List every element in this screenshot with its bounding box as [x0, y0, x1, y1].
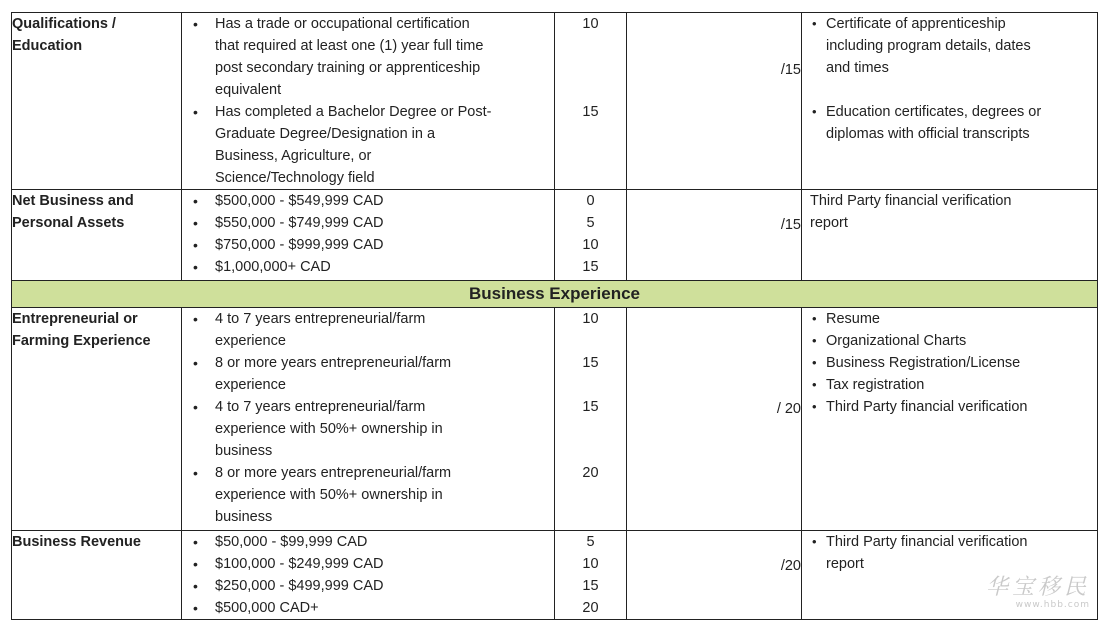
category-label: Personal Assets	[12, 215, 125, 231]
criteria-item: • Has completed a Bachelor Degree or Post- Graduate Degree/Designation in a Business, Agriculture, or Science/Technology field	[182, 101, 554, 189]
criteria-item: • 8 or more years entrepreneurial/farm experience	[182, 352, 554, 396]
max-points-cell	[627, 531, 802, 620]
points-value: 20	[582, 465, 599, 481]
criteria-item: • $500,000 - $549,999 CAD	[182, 190, 554, 212]
category-cell	[12, 531, 182, 620]
document-item: • Organizational Charts	[802, 330, 1097, 352]
documents-cell	[802, 190, 1098, 281]
criteria-cell	[182, 13, 555, 190]
points-value: 10	[582, 237, 599, 253]
points-cell	[555, 531, 627, 620]
table-row	[12, 190, 1098, 281]
criteria-item: • $50,000 - $99,999 CAD	[182, 531, 554, 553]
document-item: • Education certificates, degrees or diplomas with official transcripts	[802, 101, 1097, 145]
max-points-cell	[627, 190, 802, 281]
criteria-item: • $550,000 - $749,999 CAD	[182, 212, 554, 234]
documents-cell	[802, 308, 1098, 531]
table-row	[12, 531, 1098, 620]
document-text: Third Party financial verification	[810, 193, 1012, 209]
max-points-cell	[627, 308, 802, 531]
category-cell	[12, 308, 182, 531]
points-cell	[555, 308, 627, 531]
table-row	[12, 308, 1098, 531]
watermark-site: www.hbb.com	[1015, 600, 1090, 610]
watermark	[986, 576, 1090, 610]
criteria-cell	[182, 531, 555, 620]
points-value: 10	[582, 556, 599, 572]
points-cell	[555, 190, 627, 281]
criteria-cell	[182, 190, 555, 281]
criteria-item: • 4 to 7 years entrepreneurial/farm experience	[182, 308, 554, 352]
document-item: • Certificate of apprenticeship including program details, dates and times	[802, 13, 1097, 79]
points-value: 15	[582, 399, 599, 415]
max-points: /20	[780, 558, 801, 574]
criteria-cell	[182, 308, 555, 531]
points-value: 15	[582, 104, 599, 120]
category-cell	[12, 190, 182, 281]
category-label: Entrepreneurial or	[12, 311, 138, 327]
documents-cell	[802, 13, 1098, 190]
points-value: 15	[582, 355, 599, 371]
section-heading: Business Experience	[12, 281, 1098, 308]
criteria-item: • $750,000 - $999,999 CAD	[182, 234, 554, 256]
table-row	[12, 13, 1098, 190]
max-points: /15	[780, 217, 801, 233]
max-points: /15	[780, 62, 801, 78]
watermark-script: 华宝移民	[985, 575, 1090, 600]
points-value: 5	[586, 534, 595, 550]
points-value: 5	[586, 215, 595, 231]
points-cell	[555, 13, 627, 190]
points-value: 0	[586, 193, 595, 209]
document-item: • Third Party financial verification report	[802, 531, 1097, 575]
section-heading-row	[12, 281, 1098, 308]
criteria-item: • 4 to 7 years entrepreneurial/farm experience with 50%+ ownership in business	[182, 396, 554, 462]
document-text: report	[810, 215, 848, 231]
max-points-cell	[627, 13, 802, 190]
max-points: / 20	[776, 401, 801, 417]
points-value: 15	[582, 578, 599, 594]
document-item: • Business Registration/License	[802, 352, 1097, 374]
criteria-item: • 8 or more years entrepreneurial/farm experience with 50%+ ownership in business	[182, 462, 554, 528]
document-item: • Tax registration	[802, 374, 1097, 396]
criteria-item: • $1,000,000+ CAD	[182, 256, 554, 278]
points-value: 20	[582, 600, 599, 616]
category-label: Education	[12, 38, 83, 54]
category-cell	[12, 13, 182, 190]
category-label: Net Business and	[12, 193, 134, 209]
criteria-item: • $250,000 - $499,999 CAD	[182, 575, 554, 597]
criteria-item: • Has a trade or occupational certification that required at least one (1) year full time post secondary training or apprenticeship equivalent	[182, 13, 554, 101]
document-item: • Resume	[802, 308, 1097, 330]
criteria-item: • $100,000 - $249,999 CAD	[182, 553, 554, 575]
points-value: 10	[582, 311, 599, 327]
category-label: Business Revenue	[12, 534, 141, 550]
criteria-item: • $500,000 CAD+	[182, 597, 554, 619]
points-value: 15	[582, 259, 599, 275]
points-value: 10	[582, 16, 599, 32]
document-item: • Third Party financial verification	[802, 396, 1097, 418]
points-table	[11, 12, 1098, 620]
category-label: Farming Experience	[12, 333, 151, 349]
category-label: Qualifications /	[12, 16, 116, 32]
